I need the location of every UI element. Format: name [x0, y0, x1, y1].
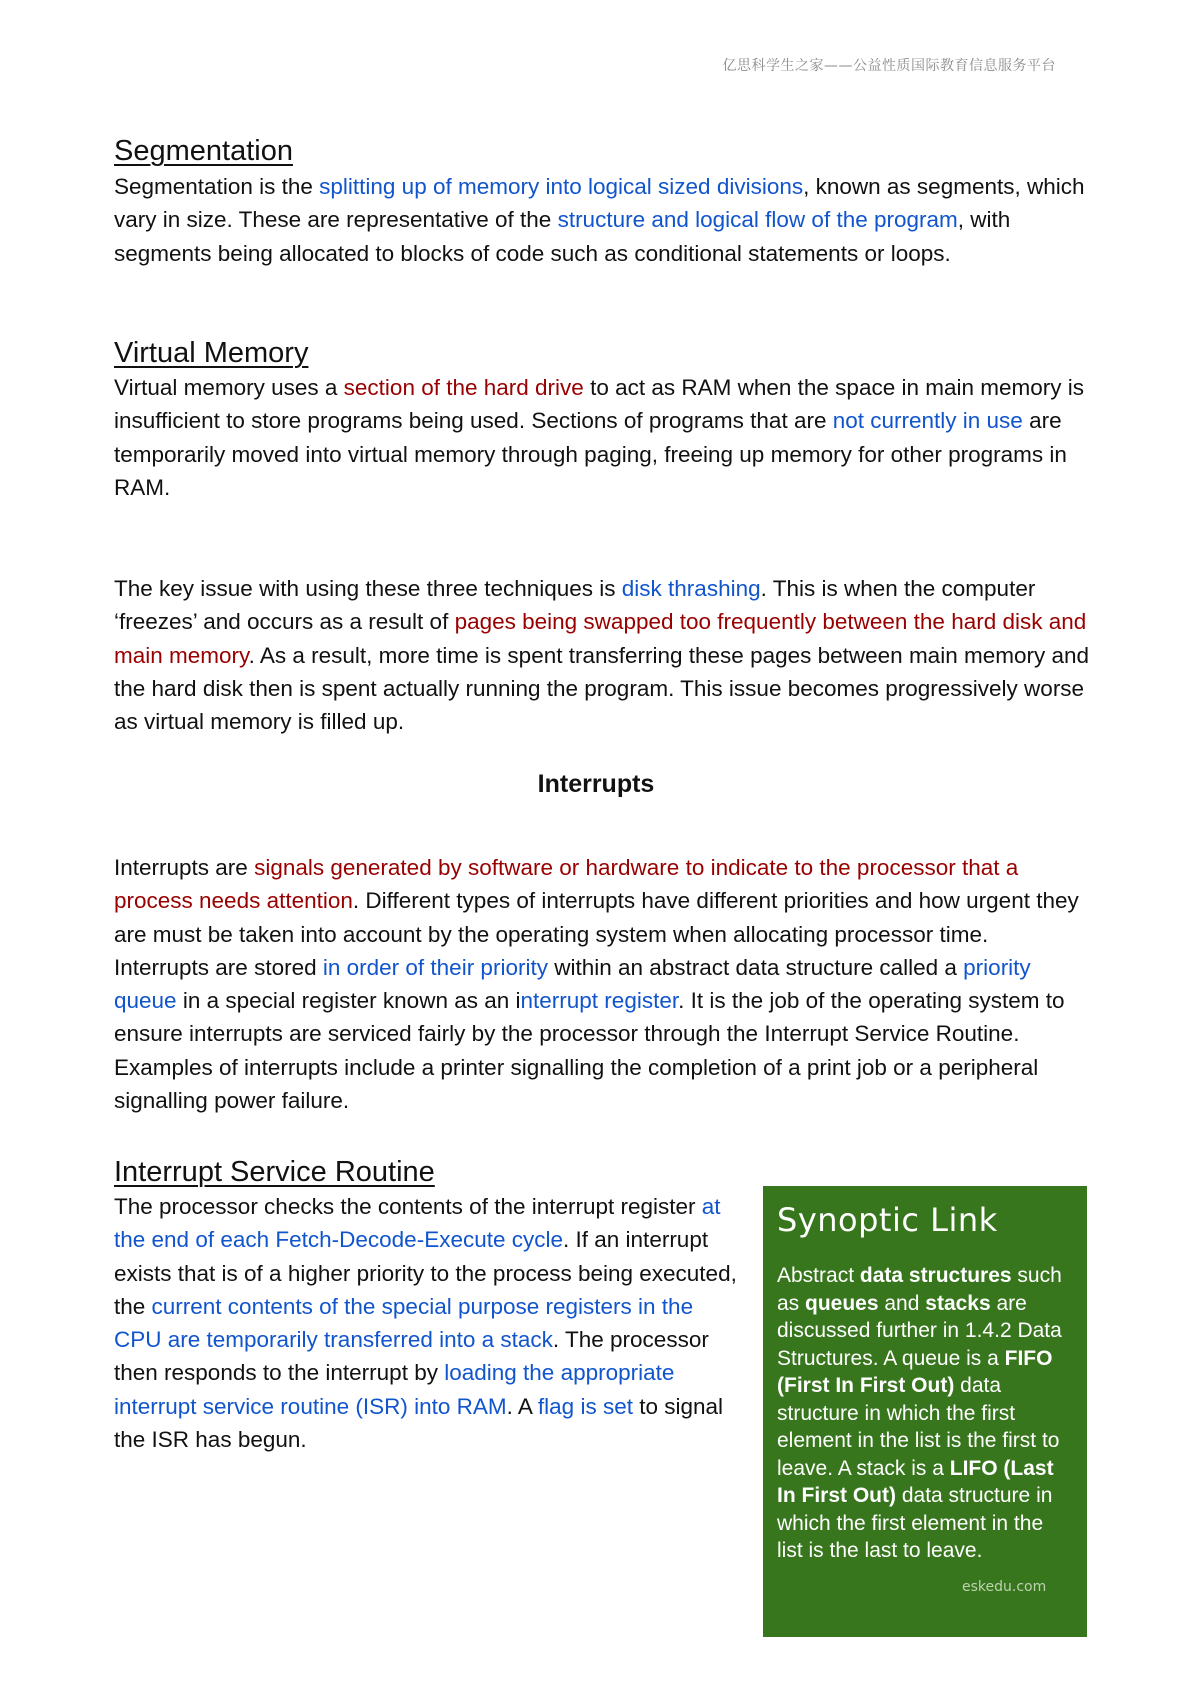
synoptic-text-run: such as — [777, 1264, 1062, 1315]
text-run: Interrupts are — [114, 855, 255, 880]
text-run: The processor checks the contents of the interrupt register — [114, 1194, 702, 1219]
text-run: structure and logical flow of the program — [557, 207, 958, 233]
interrupts-paragraph — [114, 851, 1089, 1117]
watermark: eskedu.com — [962, 1579, 1047, 1595]
text-run: signals generated by software or hardware to indicate to the processor that a process needs attention — [114, 855, 1019, 914]
text-run: Virtual memory uses a — [114, 375, 344, 400]
text-run: in order of their priority — [322, 954, 548, 980]
text-run: flag is set — [537, 1393, 633, 1419]
segmentation-paragraph — [114, 170, 1089, 270]
text-run: current contents of the special purpose registers in the CPU are temporarily transferred into a stack — [114, 1293, 694, 1353]
text-run: section of the hard drive — [343, 375, 584, 400]
page-header: 亿思科学生之家——公益性质国际教育信息服务平台 — [722, 58, 1056, 74]
virtual-memory-paragraph — [114, 371, 1089, 504]
synoptic-text-run: Abstract — [777, 1264, 860, 1287]
text-run: within an abstract data structure called a — [547, 954, 964, 980]
text-run: not currently in use — [832, 408, 1023, 434]
text-run: The key issue with using these three techniques is — [114, 576, 622, 601]
text-run: priority queue — [114, 954, 1031, 1014]
synoptic-text-run: data structures — [859, 1264, 1012, 1287]
text-run: Segmentation is the — [114, 174, 320, 199]
isr-paragraph — [114, 1190, 744, 1456]
disk-thrashing-paragraph — [114, 572, 1089, 738]
segmentation-heading: Segmentation — [114, 135, 293, 167]
interrupts-title: Interrupts — [537, 770, 655, 798]
text-run: are temporarily moved into virtual memory through paging, freeing up memory for other programs in RAM. — [114, 408, 1067, 500]
synoptic-link-body — [777, 1262, 1073, 1565]
synoptic-text-run: are discussed further in 1.4.2 Data Structures. A queue is a — [777, 1291, 1062, 1370]
text-run: at the end of each Fetch-Decode-Execute cycle — [114, 1194, 721, 1253]
text-run: . This is when the computer ‘freezes’ and occurs as a result of — [114, 576, 1036, 635]
text-run: pages being swapped too frequently between the hard disk and main memory — [114, 609, 1087, 668]
synoptic-text-run: FIFO (First In First Out) — [777, 1346, 1053, 1397]
text-run: , known as segments, which vary in size. These are representative of the — [114, 174, 1085, 233]
text-run: . If an interrupt exists that is of a higher priority to the process being executed, the — [114, 1227, 737, 1319]
synoptic-text-run: LIFO (Last In First Out) — [777, 1456, 1054, 1507]
text-run: . A — [506, 1393, 538, 1419]
synoptic-link-title: Synoptic Link — [777, 1201, 998, 1239]
synoptic-text-run: data structure in which the first element in the list is the last to leave. — [777, 1484, 1053, 1562]
text-run: splitting up of memory into logical sized divisions — [319, 174, 804, 199]
text-run: in a special register known as an i — [176, 988, 521, 1014]
synoptic-link-box — [763, 1186, 1087, 1637]
text-run: to signal the ISR has begun. — [114, 1393, 724, 1453]
synoptic-text-run: stacks — [925, 1291, 991, 1315]
text-run: loading the appropriate interrupt service routine (ISR) into RAM — [114, 1360, 675, 1419]
isr-heading: Interrupt Service Routine — [114, 1156, 435, 1188]
text-run: nterrupt register — [520, 988, 679, 1014]
synoptic-text-run: and — [878, 1291, 926, 1315]
text-run: . It is the job of the operating system to ensure interrupts are serviced fairly by the processor through the Interrupt Service Routine. Examples of interrupts include a printer signalling the completion of a print job or a peripheral signalling power failure. — [114, 988, 1065, 1114]
synoptic-text-run: data structure in which the first element in the list is the first to leave. A stack is a — [777, 1374, 1060, 1480]
text-run: . As a result, more time is spent transferring these pages between main memory and the hard disk then is spent actually running the program. This issue becomes progressively worse as virtual memory is filled up. — [114, 642, 1090, 735]
text-run: . The processor then responds to the interrupt by — [114, 1327, 709, 1386]
synoptic-text-run: queues — [805, 1291, 879, 1315]
text-run: . Different types of interrupts have different priorities and how urgent they are must be taken into account by the operating system when allocating processor time. Interrupts are stored — [114, 888, 1079, 980]
text-run: disk thrashing — [621, 576, 761, 601]
virtual-memory-heading: Virtual Memory — [114, 337, 309, 369]
text-run: to act as RAM when the space in main memory is insufficient to store programs being used. Sections of programs that are — [114, 375, 1085, 434]
text-run: , with segments being allocated to blocks of code such as conditional statements or loops. — [114, 207, 1011, 266]
